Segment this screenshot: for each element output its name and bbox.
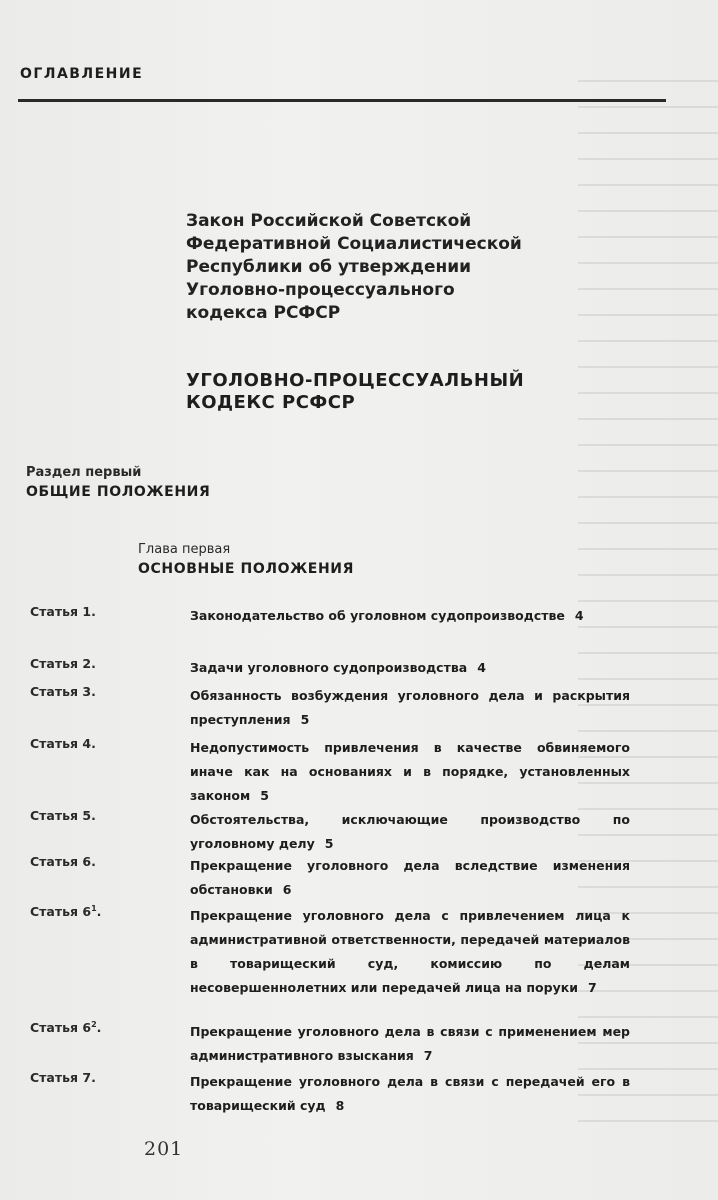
article-number: Статья 1.: [30, 604, 96, 619]
page-ref: 5: [324, 836, 334, 851]
page-ref: 5: [300, 712, 310, 727]
law-title: [186, 210, 606, 325]
law-title-line: Уголовно-процессуального: [186, 280, 455, 300]
article-title: Прекращение уголовного дела с привлечением лица к административной ответственности, передачей материалов в товарищеский суд, комиссию по делам несовершеннолетних или передачей лица на поруки 7: [190, 908, 630, 995]
article-title: Обязанность возбуждения уголовного дела и раскрытия преступления 5: [190, 688, 630, 727]
article-title: Прекращение уголовного дела в связи с применением мер административного взыскания 7: [190, 1024, 630, 1063]
page-ref: 4: [477, 660, 486, 675]
law-title-line: Закон Российской Советской: [186, 211, 472, 231]
law-title-line: Федеративной Социалистической: [186, 234, 522, 254]
page-ref: 8: [335, 1098, 345, 1113]
chapter-title: ОСНОВНЫЕ ПОЛОЖЕНИЯ: [138, 561, 354, 577]
article-superscript: 1: [91, 904, 97, 913]
article-title: Прекращение уголовного дела в связи с передачей его в товарищеский суд 8: [190, 1074, 630, 1113]
article-number: Статья $6^2$.: [30, 1020, 102, 1036]
page-ref: 4: [574, 608, 584, 623]
article-title: Законодательство об уголовном судопроизводстве 4: [190, 608, 584, 623]
article-number: Статья 3.: [30, 684, 96, 699]
page-ref: 5: [260, 788, 269, 803]
header-rule: [18, 99, 666, 102]
code-title: [186, 370, 606, 414]
law-title-line: кодекса РСФСР: [186, 303, 341, 323]
article-title: Задачи уголовного судопроизводства 4: [190, 660, 486, 675]
article-title: Прекращение уголовного дела вследствие изменения обстановки 6: [190, 858, 630, 897]
header-label: ОГЛАВЛЕНИЕ: [20, 66, 144, 82]
section-label: Раздел первый: [26, 465, 142, 480]
article-title: Обстоятельства, исключающие производство по уголовному делу 5: [190, 812, 630, 851]
article-title: Недопустимость привлечения в качестве обвиняемого иначе как на основаниях и в порядке, установленных законом 5: [190, 740, 630, 803]
code-title-line: УГОЛОВНО-ПРОЦЕССУАЛЬНЫЙ: [186, 370, 525, 391]
article-number: Статья 7.: [30, 1070, 96, 1085]
article-number: Статья 5.: [30, 808, 96, 823]
article-number: Статья 6.: [30, 854, 96, 869]
law-title-line: Республики об утверждении: [186, 257, 472, 277]
page-ref: 7: [423, 1048, 433, 1063]
code-title-line: КОДЕКС РСФСР: [186, 392, 356, 413]
article-number: Статья 2.: [30, 656, 96, 671]
page-ref: 7: [587, 980, 597, 995]
section-title: ОБЩИЕ ПОЛОЖЕНИЯ: [26, 484, 211, 500]
article-number: Статья $6^1$.: [30, 904, 102, 920]
article-superscript: 2: [91, 1020, 97, 1029]
page-number: 201: [144, 1138, 184, 1160]
chapter-label: Глава первая: [138, 542, 231, 557]
article-number: Статья 4.: [30, 736, 96, 751]
page-ref: 6: [282, 882, 292, 897]
